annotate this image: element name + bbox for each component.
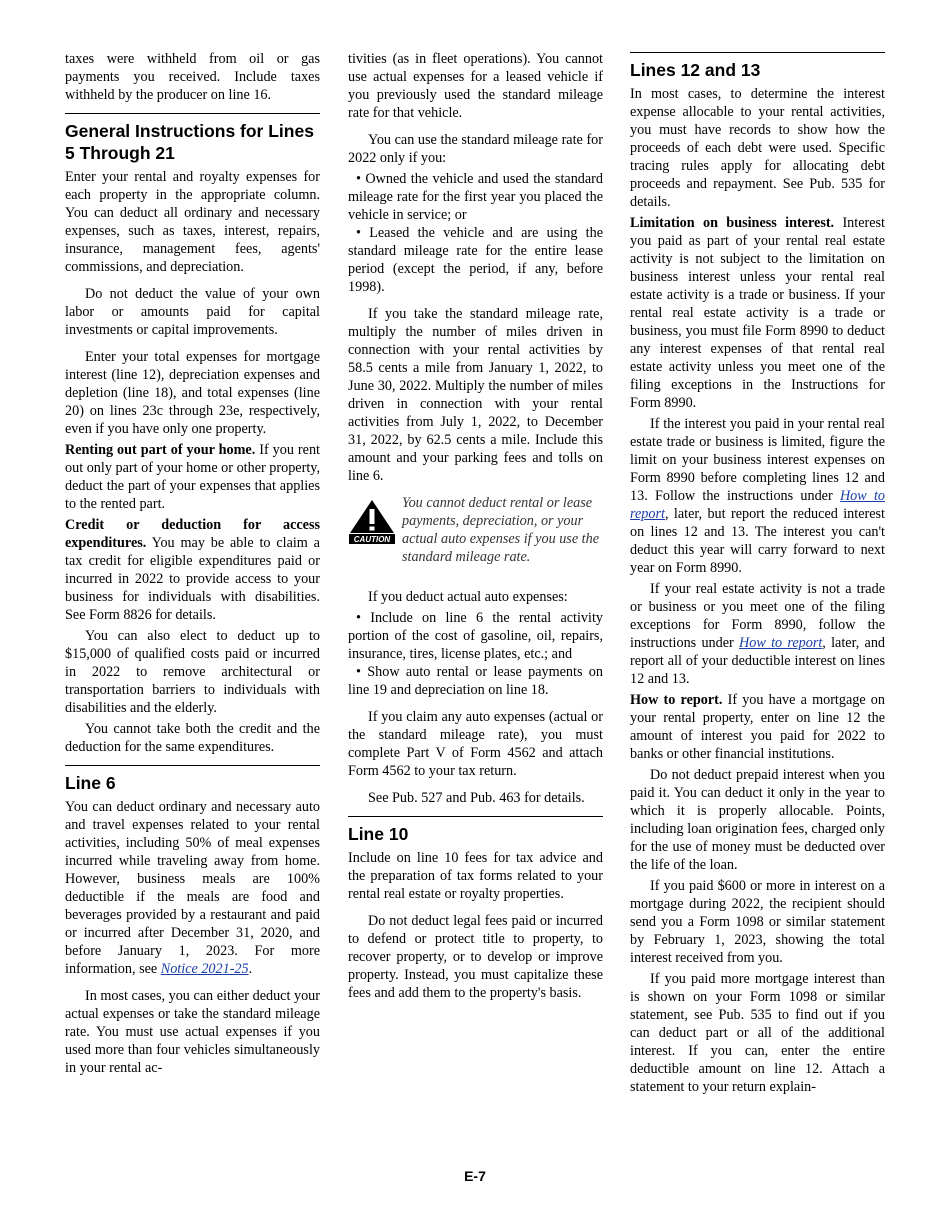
paragraph-text: , later, and report all of your deductible interest on lines 12 and 13.: [630, 635, 886, 687]
paragraph: You can also elect to deduct up to $15,000 of qualified costs paid or incurred in 2022 to remove architectural or transportation barriers to individuals with disabilities and the elderly.: [65, 628, 320, 716]
paragraph-text: If you have a mortgage on your rental property, enter on line 12 the amount of interest you paid for 2022 to banks or other financial institutions.: [630, 692, 885, 762]
credit-paragraph: [65, 516, 320, 624]
paragraph: If you take the standard mileage rate, multiply the number of miles driven in connection with your rental activities by 58.5 cents a mile from January 1, 2022, to June 30, 2022. Multiply the number of miles driven in connection with your rental activities from July 1, 2022, to December 31, 2022, by 62.5 cents a mile. Include this amount and your parking fees and tolls on line 6.: [348, 306, 603, 484]
caution-icon: [348, 497, 396, 545]
paragraph-text: If the interest you paid in your rental real estate trade or business is limited, figure the limit on your business interest expenses on Form 8990 before completing lines 12 and 13. Follow the instructions under: [630, 416, 885, 504]
renting-paragraph: [65, 441, 320, 513]
page-number: E-7: [464, 1168, 486, 1184]
paragraph: If you deduct actual auto expenses:: [368, 589, 568, 605]
bullet-item: • Leased the vehicle and are using the standard mileage rate for the entire lease period (except the period, if any, before 1998).: [348, 225, 603, 295]
paragraph: Enter your total expenses for mortgage interest (line 12), depreciation expenses and depletion (line 18), and total expenses (line 20) on lines 23c through 23e, respectively, even if you have only one property.: [65, 349, 320, 437]
section-divider: [630, 52, 885, 53]
paragraph: Do not deduct prepaid interest when you paid it. You can deduct it only in the year to which it is properly allocable. Points, including loan origination fees, charged only for the use of money must be deducted over the life of the loan.: [630, 767, 885, 873]
paragraph-text: You may be able to claim a tax credit for eligible expenditures paid or incurred in 2022 to provide access to your business for individuals with disabilities. See Form 8826 for details.: [65, 535, 320, 623]
paragraph-text: If your real estate activity is not a trade or business or you meet one of the filing exceptions for Form 8990, follow the instructions under: [630, 581, 885, 651]
paragraph: If you claim any auto expenses (actual or the standard mileage rate), you must complete Part V of Form 4562 and attach Form 4562 to your tax return.: [348, 709, 603, 779]
paragraph-text: If you rent out only part of your home or other property, deduct the part of your expenses that applies to the rented part.: [65, 442, 320, 512]
column-1: [65, 50, 320, 1086]
section-divider: [65, 113, 320, 114]
paragraph: [630, 415, 885, 577]
limitation-paragraph: [630, 214, 885, 412]
how-to-report-link[interactable]: How to report: [630, 488, 886, 522]
paragraph: In most cases, to determine the interest expense allocable to your rental activities, you must have records to show how the proceeds of each debt were used. Specific tracing rules apply for allocating debt proceeds and repayment. See Pub. 535 for details.: [630, 86, 885, 210]
notice-2021-25-link[interactable]: Notice 2021-25: [160, 961, 249, 977]
bullet-item: • Include on line 6 the rental activity portion of the cost of gasoline, oil, repairs, insurance, tires, license plates, etc.; and: [348, 610, 603, 662]
paragraph: Enter your rental and royalty expenses for each property in the appropriate column. You can deduct all ordinary and necessary expenses, such as taxes, interest, repairs, insurance, management fees, agents' commissions, and depreciation.: [65, 169, 320, 275]
how-to-report-link[interactable]: How to report: [739, 635, 823, 651]
paragraph: If you paid more mortgage interest than is shown on your Form 1098 or similar statement, see Pub. 535 to find out if you can deduct part or all of the additional interest. If you can, enter the entire deductible amount on line 12. Attach a statement to your return explain-: [630, 971, 885, 1095]
bullet-item: • Owned the vehicle and used the standard mileage rate for the first year you placed the vehicle in service; or: [348, 171, 603, 223]
paragraph: [630, 580, 885, 688]
paragraph: You cannot take both the credit and the deduction for the same expenditures.: [65, 721, 320, 755]
section-divider: [65, 765, 320, 766]
paragraph: Include on line 10 fees for tax advice and the preparation of tax forms related to your rental real estate or royalty properties.: [348, 850, 603, 902]
heading-line-10: Line 10: [348, 824, 409, 844]
section-divider: [348, 816, 603, 817]
paragraph-text: You can deduct ordinary and necessary auto and travel expenses related to your rental activities, including 50% of meal expenses incurred while traveling away from home. However, business meals are 100% deductible if the meals are food and beverages provided by a restaurant and paid or incurred after December 31, 2020, and before January 1, 2023. For more information, see: [65, 799, 320, 977]
run-in-heading-how-to-report: How to report.: [630, 692, 723, 708]
paragraph: See Pub. 527 and Pub. 463 for details.: [368, 790, 585, 806]
paragraph: taxes were withheld from oil or gas payments you received. Include taxes withheld by the producer on line 16.: [65, 51, 320, 103]
paragraph: Do not deduct the value of your own labor or amounts paid for capital investments or capital improvements.: [65, 286, 320, 338]
run-in-heading-credit: Credit or deduction for access expenditures.: [65, 517, 320, 551]
paragraph: You can use the standard mileage rate for 2022 only if you:: [348, 132, 603, 166]
run-in-heading-limitation: Limitation on business interest.: [630, 215, 835, 231]
paragraph-text: , later, but report the reduced interest on lines 12 and 13. The interest you can't deduct this year will carry forward to next year on Form 8990.: [630, 506, 885, 576]
heading-line-6: Line 6: [65, 773, 116, 793]
paragraph: tivities (as in fleet operations). You cannot use actual expenses for a leased vehicle if you previously used the standard mileage rate for that vehicle.: [348, 51, 603, 121]
heading-general-instructions: General Instructions for Lines 5 Through 21: [65, 121, 314, 163]
paragraph: If you paid $600 or more in interest on a mortgage during 2022, the recipient should send you a Form 1098 or similar statement by February 1, 2023, showing the total interest received from you.: [630, 878, 885, 966]
column-3: [630, 50, 885, 1099]
caution-note: [348, 494, 603, 566]
run-in-heading-renting: Renting out part of your home.: [65, 442, 256, 458]
heading-lines-12-13: Lines 12 and 13: [630, 60, 761, 80]
paragraph: In most cases, you can either deduct your actual expenses or take the standard mileage rate. You must use actual expenses if you used more than four vehicles simultaneously in your rental ac-: [65, 988, 320, 1076]
caution-label: CAUTION: [353, 535, 391, 544]
paragraph-line6: You can deduct ordinary and necessary auto and travel expenses related to your rental activities, including 50% of meal expenses incurred while traveling away from home. However, business meals are 100% deductible if the meals are food and beverages provided by a restaurant and paid or incurred after December 31, 2020, and before January 1, 2023. For more information, see Notice 2021-25.: [65, 799, 320, 977]
column-2: [348, 50, 603, 1011]
paragraph-text: Interest you paid as part of your rental real estate activity is not subject to the limitation on business interest unless your rental real estate activity is a trade or business. If your rental real estate activity is a trade or business, you must file Form 8990 to deduct any interest expenses of that rental real estate activity unless you meet one of the filing exceptions in the Instructions for Form 8990.: [630, 215, 885, 411]
caution-text: You cannot deduct rental or lease payments, depreciation, or your actual auto expenses if you use the standard mileage rate.: [402, 495, 599, 565]
how-to-report-paragraph: [630, 691, 885, 763]
paragraph: Do not deduct legal fees paid or incurred to defend or protect title to property, to recover property, or to develop or improve property. Instead, you must capitalize these fees and add them to the property's basis.: [348, 913, 603, 1001]
bullet-item: • Show auto rental or lease payments on line 19 and depreciation on line 18.: [348, 664, 603, 698]
